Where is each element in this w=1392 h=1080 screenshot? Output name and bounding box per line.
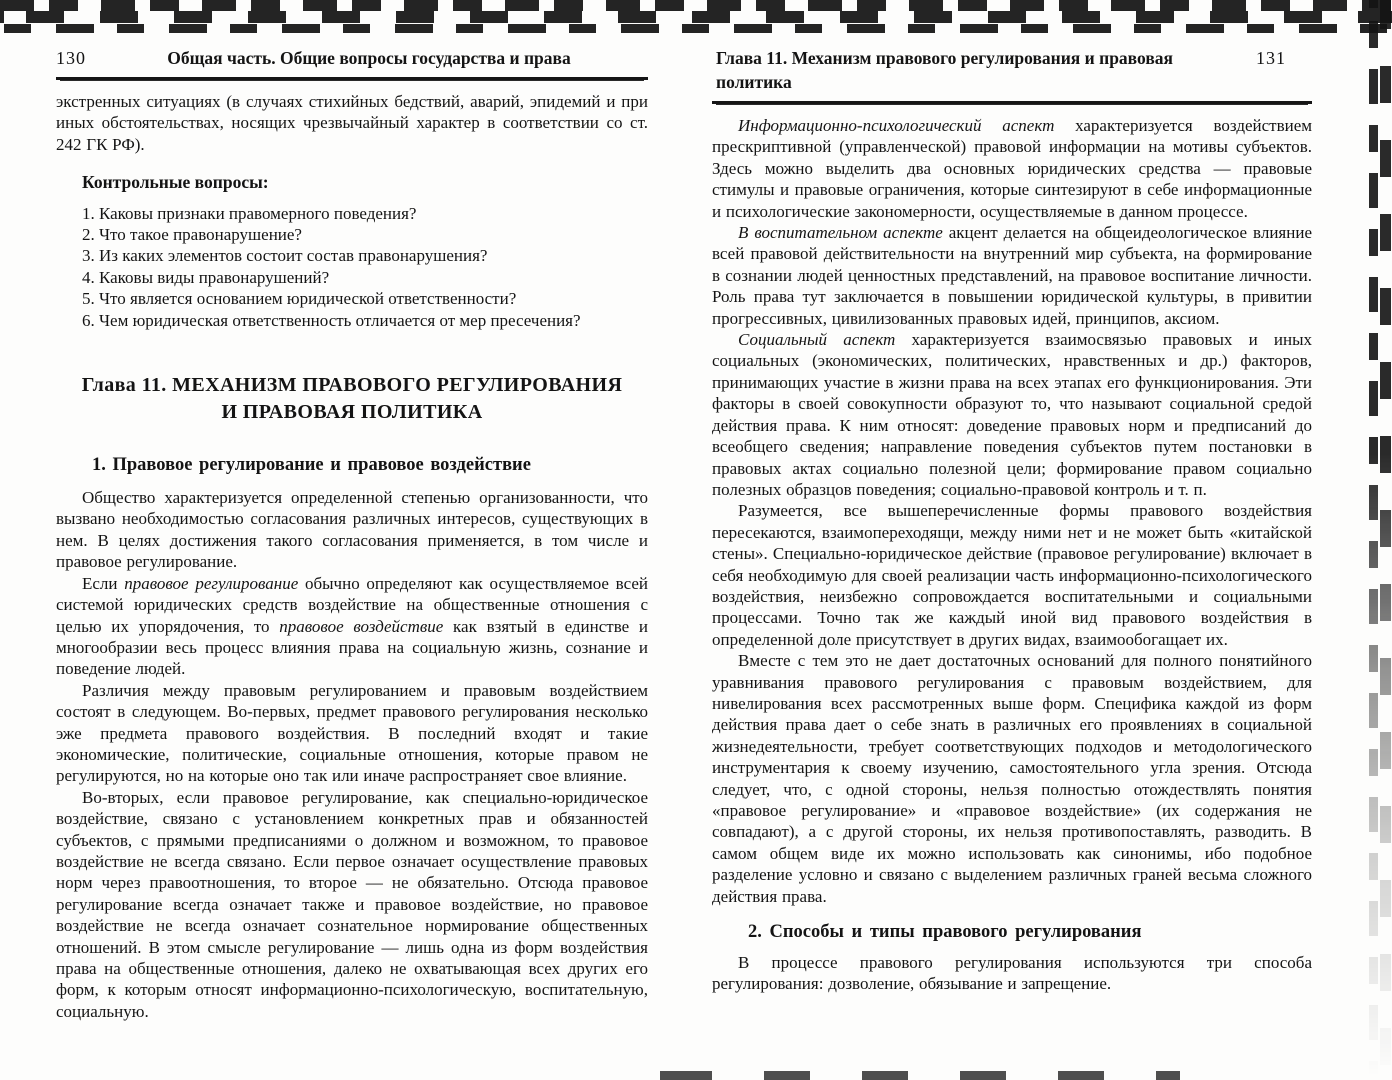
questions-list bbox=[82, 203, 648, 331]
scan-artifact-top-edge bbox=[0, 0, 1392, 33]
chapter-heading bbox=[56, 372, 648, 426]
page-body bbox=[56, 91, 648, 1022]
book-page-right bbox=[712, 46, 1312, 995]
paragraph: Социальный аспект характеризуется взаимосвязью правовых и иных социальных (экономических, политических, нравственных и др.) факторов, принимающих участие в жизни права на всех этапах его функционирования. Эти факторы в своей совокупности образуют то, что называют социальной средой действия права. К ним относят: доведение правовых норм и предписаний до всеобщего сведения; направление поведения субъектов путем постановки в правовых актах социально полезной цели; формирование правом социально полезных образцов поведения; социально-правовой контроль и т. п. bbox=[712, 330, 1312, 499]
paragraph: Если правовое регулирование обычно определяют как осуществляемое всей системой юридических средств воздействие на общественные отношения с целью их упорядочения, то правовое воздействие как взятый в единстве и многообразии весь процесс влияния права на социальную жизнь, сознание и поведение людей. bbox=[56, 573, 649, 679]
paragraph: В процессе правового регулирования используются три способа регулирования: дозволение, обязывание и запрещение. bbox=[712, 953, 1312, 994]
page-header-left bbox=[56, 46, 648, 80]
question-item: 3. Из каких элементов состоит состав правонарушения? bbox=[82, 246, 488, 266]
section-heading-1: 1. Правовое регулирование и правовое воздействие bbox=[92, 455, 531, 476]
paragraph: Информационно-психологический аспект характеризуется воздействием прескриптивной (управленческой) правовой информации на мотивы субъектов. Здесь можно выделить два основных юридических средства — правовые стимулы и правовые ограничения, которые синтезируют в себе информационные и психологические закономерности, осуществляемые в данном процессе. bbox=[712, 116, 1313, 221]
paragraph: В воспитательном аспекте акцент делается на общеидеологическое влияние всей правовой действительности на внутренний мир субъекта, на формирование в сознании людей ценностных представлений, на правовое воспитание личности. Роль права тут заключается в повышении юридической культуры, в привитии прогрессивных, цивилизованных правовых идей, принципов, аксиом. bbox=[712, 223, 1312, 328]
page-number: 130 bbox=[56, 48, 86, 68]
chapter-heading-line1: Глава 11. МЕХАНИЗМ ПРАВОВОГО РЕГУЛИРОВАНИЯ bbox=[81, 374, 623, 397]
paragraph: экстренных ситуациях (в случаях стихийных бедствий, аварий, эпидемий и при иных обстоятельствах, носящих чрезвычайный характер в соответствии со ст. 242 ГК РФ). bbox=[56, 92, 648, 154]
scan-artifact-right-edge bbox=[1368, 0, 1392, 1080]
paragraph: Общество характеризуется определенной степенью организованности, что вызвано необходимостью согласования различных интересов, существующих в нем. В целях достижения такого согласования применяется, в том числе и правовое регулирование. bbox=[56, 488, 648, 572]
running-title: Глава 11. Механизм правового регулирования и правовая политика bbox=[716, 48, 1173, 92]
paragraph: Вместе с тем это не дает достаточных оснований для полного понятийного уравнивания правового регулирования с правовым воздействием, для нивелирования всех рассмотренных выше форм. Специфика каждой из форм действия права дает о себе знать в различных его проявлениях в социальной жизнедеятельности, требует соответствующих подходов и методологического инструментария к своему изучению, самостоятельного угла зрения. Отсюда следует, что, с одной стороны, нельзя полностью отождествлять понятия «правовое регулирование» и «правовое воздействие» (их содержания не совпадают), а с другой стороны, их нельзя противопоставлять, разводить. В самом общем виде их можно использовать как синонимы, ибо подобное разделение условно и связано с выделением различных граней весьма сложного действия права. bbox=[712, 651, 1312, 906]
question-item: 1. Каковы признаки правомерного поведения? bbox=[82, 203, 417, 223]
section-heading-2: 2. Способы и типы правового регулирования bbox=[748, 922, 1142, 943]
paragraph: Разумеется, все вышеперечисленные формы правового воздействия пересекаются, взаимопереходящи, между ними нет и не может быть «китайской стены». Специально-юридическое действие (правовое регулирование) включает в себя необходимую для своей реализации часть информационно-психологического воздействия, неизбежно сопровождается воспитательными и социальными процессами. Точно так же каждый иной вид правового воздействия в определенной доле присутствует в других видах, взаимообогащает их. bbox=[712, 501, 1312, 649]
paragraph: Во-вторых, если правовое регулирование, как специально-юридическое воздействие, связано с установлением конкретных прав и обязанностей субъектов, с прямыми предписаниями о должном и возможном, то правовое воздействие не всегда связано. Если первое означает осуществление правовых норм через правоотношения, то второе — не обязательно. Отсюда правовое регулирование всегда означает также и правовое воздействие, но правовое воздействие не всегда означает сознательное нормирование общественных отношений. В этом смысле регулирование — лишь одна из форм воздействия права на общественные отношения, далеко не охватывающая всех других его форм, к которым относят информационно-психологическую, воспитательную, социальную. bbox=[56, 787, 648, 1021]
paragraph: Различия между правовым регулированием и правовым воздействием состоят в следующем. Во-первых, предмет правового регулирования несколько эже предмета правового воздействия. В последний входят и такие экономические, политические, социальные отношения, которые правом не регулируются, но на которые оно так или иначе распространяет свое влияние. bbox=[56, 680, 648, 786]
question-item: 2. Что такое правонарушение? bbox=[82, 225, 302, 245]
book-page-left bbox=[56, 46, 648, 1022]
page-header-right bbox=[712, 46, 1312, 104]
scan-artifact-bottom-edge bbox=[660, 1071, 1180, 1080]
question-item: 5. Что является основанием юридической ответственности? bbox=[82, 289, 517, 309]
page-number: 131 bbox=[1256, 48, 1286, 68]
question-item: 4. Каковы виды правонарушений? bbox=[82, 267, 330, 287]
page-body bbox=[712, 115, 1312, 995]
question-item: 6. Чем юридическая ответственность отличается от мер пресечения? bbox=[82, 310, 581, 330]
running-title: Общая часть. Общие вопросы государства и права bbox=[167, 48, 571, 68]
chapter-heading-line2: И ПРАВОВАЯ ПОЛИТИКА bbox=[221, 401, 483, 424]
questions-heading: Контрольные вопросы: bbox=[82, 172, 269, 193]
